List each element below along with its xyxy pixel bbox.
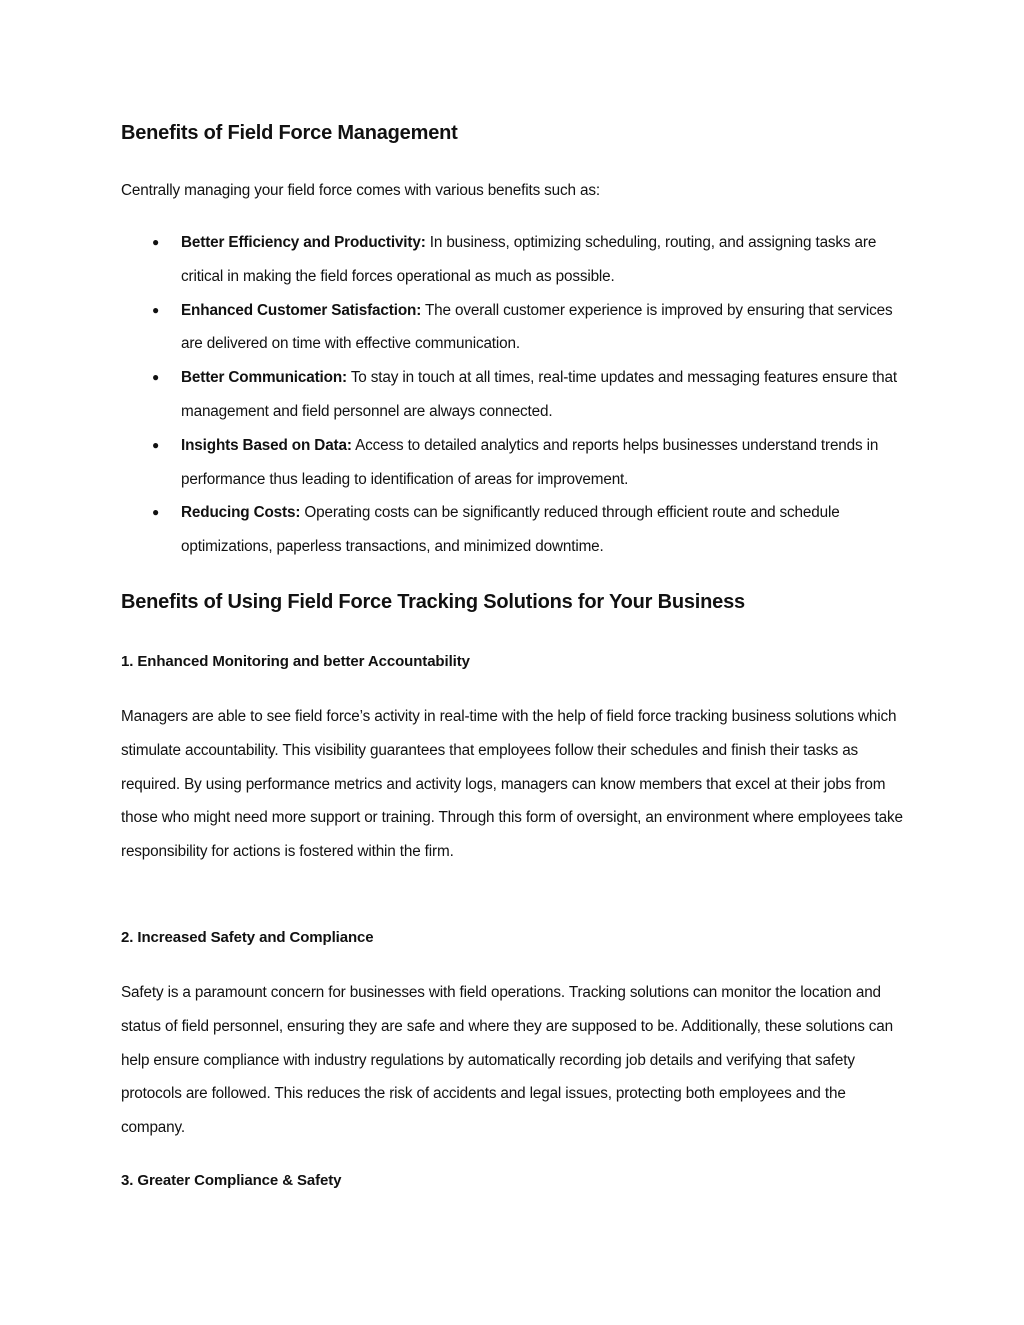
bullet-term: Better Efficiency and Productivity: [181,234,426,251]
bullet-term: Better Communication: [181,369,347,387]
section-heading-field-force-management: Benefits of Field Force Management [121,122,458,144]
bullet-icon: ● [152,437,160,452]
bullet-term: Insights Based on Data: [181,436,352,454]
list-item [121,496,911,564]
bullet-icon: ● [152,370,160,385]
subsection-body-safety: Safety is a paramount concern for businesses with field operations. Tracking solutions can monitor the location and status of field personnel, ensuring they are safe and where they are supposed to be. Additionally, these solutions can help ensure compliance with industry regulations by automatically recording job details and verifying that safety protocols are followed. This reduces the risk of accidents and legal issues, protecting both employees and the company. [121,984,894,1137]
bullet-text: The overall customer experience is improved by ensuring that services are delivered on time with effective communication. [181,301,893,353]
bullet-text: Access to detailed analytics and reports helps businesses understand trends in performance thus leading to identification of areas for improvement. [181,436,879,488]
benefits-list [121,226,911,564]
bullet-text: To stay in touch at all times, real-time updates and messaging features ensure that management and field personnel are always connected. [181,369,897,420]
bullet-text: Operating costs can be significantly reduced through efficient route and schedule optimizations, paperless transactions, and minimized downtime. [181,504,840,556]
list-item [121,226,911,294]
subsection-body-monitoring: Managers are able to see field force’s activity in real-time with the help of field force tracking business solutions which stimulate accountability. This visibility guarantees that employees follow their schedules and finish their tasks as required. By using performance metrics and activity logs, managers can know members that excel at their jobs from those who might need more support or training. Through this form of oversight, an environment where employees take responsibility for actions is fostered within the firm. [121,708,903,861]
bullet-icon: ● [152,235,160,249]
subsection-heading-safety: 2. Increased Safety and Compliance [121,929,374,946]
list-item [121,429,911,497]
bullet-term: Reducing Costs: [181,504,301,522]
list-item [121,361,911,429]
bullet-term: Enhanced Customer Satisfaction: [181,301,422,319]
section-heading-tracking-solutions: Benefits of Using Field Force Tracking Solutions for Your Business [121,591,745,613]
list-item [121,294,911,362]
intro-paragraph: Centrally managing your field force comes with various benefits such as: [121,182,600,199]
subsection-heading-compliance: 3. Greater Compliance & Safety [121,1172,342,1189]
subsection-heading-monitoring: 1. Enhanced Monitoring and better Accountability [121,653,470,670]
bullet-icon: ● [152,302,160,317]
bullet-icon: ● [152,505,160,520]
bullet-text: In business, optimizing scheduling, routing, and assigning tasks are critical in making the field forces operational as much as possible. [181,234,877,285]
